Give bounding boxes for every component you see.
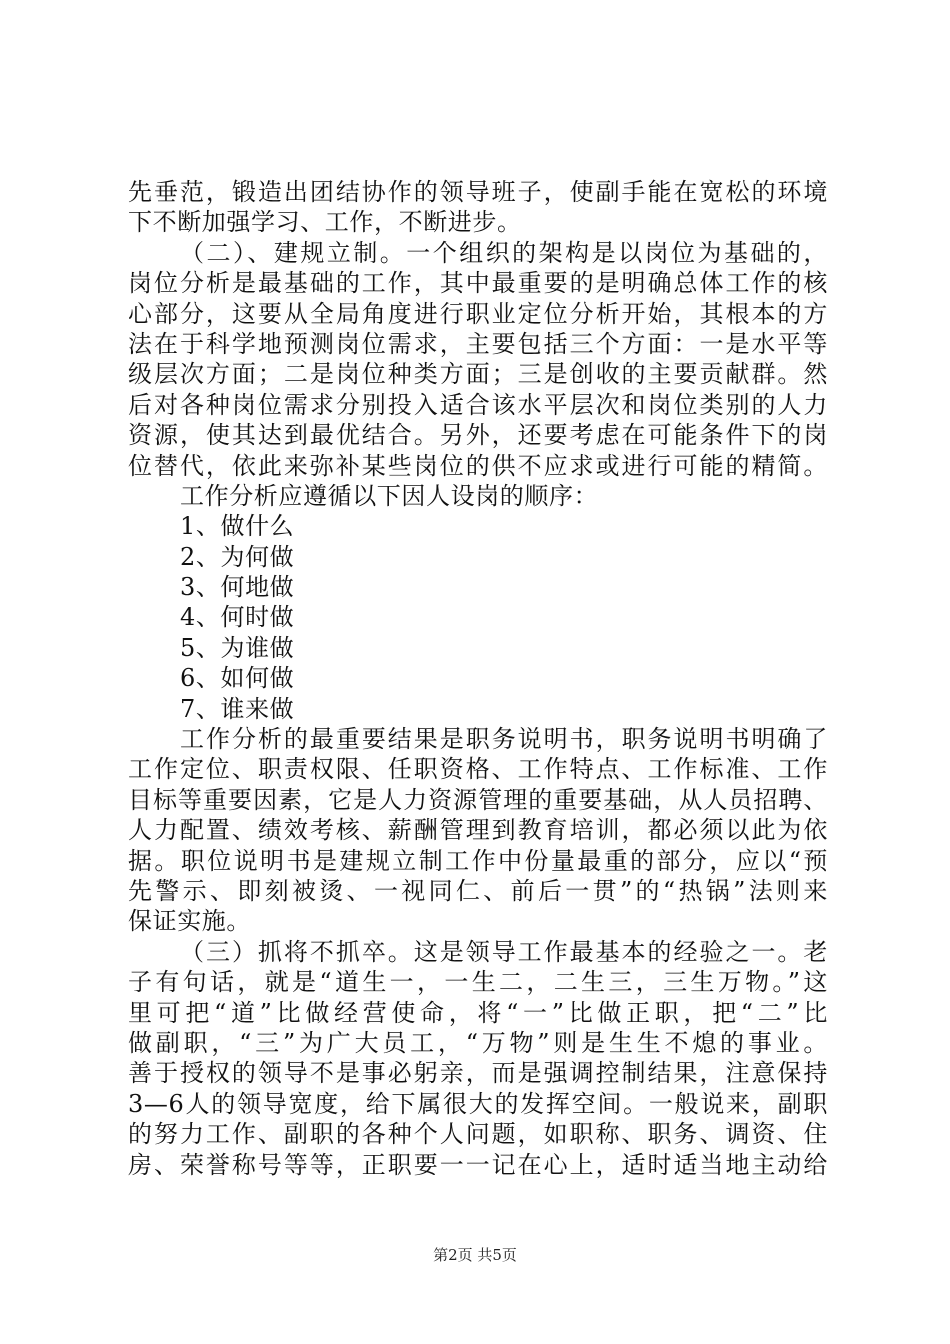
text-line: 级层次方面；二是岗位种类方面；三是创收的主要贡献群。然 <box>128 360 828 389</box>
paragraph-heading-line: （二）、建规立制。一个组织的架构是以岗位为基础的， <box>180 238 828 267</box>
text-line: 房、荣誉称号等等，正职要一一记在心上，适时适当地主动给 <box>128 1150 828 1179</box>
text-line: 的努力工作、副职的各种个人问题，如职称、职务、调资、住 <box>128 1120 828 1149</box>
list-item: 7、谁来做 <box>180 694 295 723</box>
text-line: 法在于科学地预测岗位需求，主要包括三个方面：一是水平等 <box>128 329 828 358</box>
text-line: 下不断加强学习、工作，不断进步。 <box>128 208 522 237</box>
text-line: 目标等重要因素，它是人力资源管理的重要基础，从人员招聘、 <box>128 785 828 814</box>
text-line: 善于授权的领导不是事必躬亲，而是强调控制结果，注意保持 <box>128 1059 828 1088</box>
text-line: 里可把“道”比做经营使命，将“一”比做正职，把“二”比 <box>128 998 828 1027</box>
list-item: 3、何地做 <box>180 573 295 602</box>
text-line: 3—6人的领导宽度，给下属很大的发挥空间。一般说来，副职 <box>128 1089 828 1118</box>
text-line: 人力配置、绩效考核、薪酬管理到教育培训，都必须以此为依 <box>128 816 828 845</box>
list-intro: 工作分析应遵循以下因人设岗的顺序： <box>180 481 599 510</box>
text-line: 先垂范，锻造出团结协作的领导班子，使副手能在宽松的环境 <box>128 178 828 206</box>
list-item: 5、为谁做 <box>180 633 295 662</box>
text-line: 工作分析的最重要结果是职务说明书，职务说明书明确了 <box>180 725 828 754</box>
paragraph-heading-line: （三）抓将不抓卒。这是领导工作最基本的经验之一。老 <box>180 937 828 966</box>
text-line: 岗位分析是最基础的工作，其中最重要的是明确总体工作的核 <box>128 269 828 298</box>
text-line: 做副职，“三”为广大员工，“万物”则是生生不熄的事业。 <box>128 1028 828 1057</box>
text-line: 位替代，依此来弥补某些岗位的供不应求或进行可能的精简。 <box>128 451 828 480</box>
document-body <box>128 177 828 1180</box>
text-line: 心部分，这要从全局角度进行职业定位分析开始，其根本的方 <box>128 299 828 328</box>
page-number-footer: 第2页 共5页 <box>433 1246 517 1264</box>
list-item: 2、为何做 <box>180 542 295 571</box>
text-line: 先警示、即刻被烫、一视同仁、前后一贯”的“热锅”法则来 <box>128 876 828 905</box>
text-line: 子有句话，就是“道生一，一生二，二生三，三生万物。”这 <box>128 968 828 997</box>
text-line: 保证实施。 <box>128 907 251 936</box>
list-item: 4、何时做 <box>180 603 295 632</box>
text-line: 据。职位说明书是建规立制工作中份量最重的部分，应以“预 <box>128 846 828 875</box>
list-item: 1、做什么 <box>180 512 295 541</box>
text-line: 工作定位、职责权限、任职资格、工作特点、工作标准、工作 <box>128 755 828 784</box>
text-line: 后对各种岗位需求分别投入适合该水平层次和岗位类别的人力 <box>128 390 828 419</box>
list-item: 6、如何做 <box>180 664 295 693</box>
text-line: 资源，使其达到最优结合。另外，还要考虑在可能条件下的岗 <box>128 421 828 450</box>
